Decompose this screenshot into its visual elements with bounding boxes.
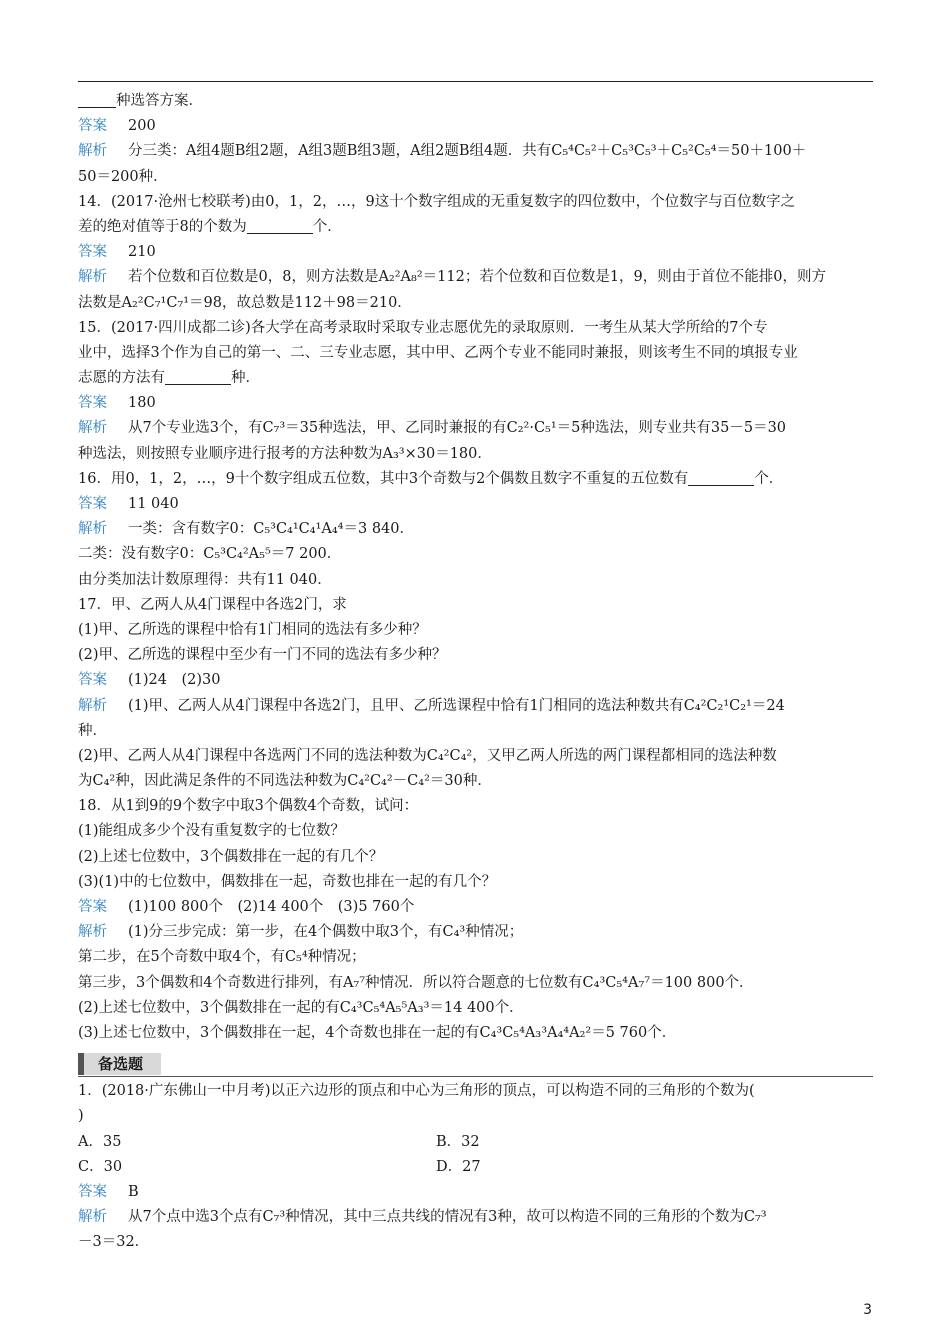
line-text-suffix: 个． bbox=[312, 218, 342, 235]
line-text: 业中，选择3个作为自己的第一、二、三专业志愿，其中甲、乙两个专业不能同时兼报，则该考生不同的填报专业 bbox=[78, 344, 798, 361]
line-text: 由分类加法计数原理得：共有11 040． bbox=[78, 571, 332, 588]
line-text: 志愿的方法有 bbox=[78, 370, 165, 387]
document-body bbox=[78, 89, 873, 1255]
text-line bbox=[78, 744, 873, 769]
line-text: 1．(2018·广东佛山一中月考)以正六边形的顶点和中心为三角形的顶点，可以构造不同的三角形的个数为( bbox=[78, 1083, 755, 1100]
line-text: 从7个点中选3个点有C₇³种情况，其中三点共线的情况有3种，故可以构造不同的三角形的个数为C₇³ bbox=[128, 1209, 767, 1226]
text-line bbox=[78, 1079, 873, 1104]
answer-label: 解析 bbox=[78, 1209, 107, 1226]
text-line bbox=[78, 971, 873, 996]
answer-label: 答案 bbox=[78, 672, 107, 689]
text-line bbox=[78, 769, 873, 794]
text-line bbox=[78, 1021, 873, 1046]
answer-label: 解析 bbox=[78, 924, 107, 941]
section-title: 备选题 bbox=[78, 1053, 161, 1075]
text-line bbox=[78, 568, 873, 593]
line-text: 200 bbox=[128, 118, 156, 135]
line-text: 二类：没有数字0：C₅³C₄²A₅⁵＝7 200． bbox=[78, 546, 342, 563]
text-line bbox=[78, 870, 873, 895]
text-line bbox=[78, 618, 873, 643]
line-text: (1)24 (2)30 bbox=[128, 672, 221, 689]
text-line bbox=[78, 165, 873, 190]
answer-blank bbox=[247, 217, 313, 234]
line-text: 种选法，则按照专业顺序进行报考的方法种数为A₃³×30＝180． bbox=[78, 445, 492, 462]
answer-line bbox=[78, 668, 873, 693]
answer-line bbox=[78, 1180, 873, 1205]
line-text: 180 bbox=[128, 395, 156, 412]
line-text: (2)上述七位数中，3个偶数排在一起的有C₄³C₅⁴A₅⁵A₃³＝14 400个． bbox=[78, 999, 524, 1016]
line-text: －3＝32． bbox=[78, 1234, 150, 1251]
line-text: 第二步，在5个奇数中取4个，有C₅⁴种情况； bbox=[78, 949, 366, 966]
answer-label: 答案 bbox=[78, 244, 107, 261]
line-text: (1)能组成多少个没有重复数字的七位数？ bbox=[78, 823, 346, 840]
choice-option: A．35 bbox=[78, 1133, 122, 1150]
answer-line bbox=[78, 114, 873, 139]
line-text: 210 bbox=[128, 244, 156, 261]
line-text: 分三类：A组4题B组2题，A组3题B组3题，A组2题B组4题．共有C₅⁴C₅²＋C₅³C₅³＋C₅²C₅⁴＝50＋100＋ bbox=[128, 143, 807, 160]
answer-line bbox=[78, 920, 873, 945]
line-text: 法数是A₂²C₇¹C₇¹＝98，故总数是112＋98＝210． bbox=[78, 294, 412, 311]
text-line bbox=[78, 719, 873, 744]
answer-label: 答案 bbox=[78, 395, 107, 412]
text-line bbox=[78, 341, 873, 366]
answer-label: 解析 bbox=[78, 521, 107, 538]
line-text: B bbox=[128, 1183, 139, 1200]
line-text: (2)上述七位数中，3个偶数排在一起的有几个？ bbox=[78, 848, 384, 865]
line-text: 种选答方案． bbox=[116, 93, 203, 109]
answer-line bbox=[78, 139, 873, 164]
text-line bbox=[78, 442, 873, 467]
answer-label: 解析 bbox=[78, 143, 107, 160]
choice-option: D．27 bbox=[436, 1158, 481, 1175]
answer-line bbox=[78, 1205, 873, 1230]
answer-line bbox=[78, 492, 873, 517]
page-number: 3 bbox=[863, 1302, 872, 1318]
text-line bbox=[78, 316, 873, 341]
text-line bbox=[78, 215, 873, 240]
answer-line bbox=[78, 694, 873, 719]
answer-line bbox=[78, 265, 873, 290]
text-line bbox=[78, 1104, 873, 1129]
line-text: 15．(2017·四川成都二诊)各大学在高考录取时采取专业志愿优先的录取原则．一考生从某大学所给的7个专 bbox=[78, 319, 768, 336]
answer-line bbox=[78, 895, 873, 920]
line-text: (2)甲、乙两人从4门课程中各选两门不同的选法种数为C₄²C₄²，又甲乙两人所选的两门课程都相同的选法种数 bbox=[78, 747, 777, 764]
answer-line bbox=[78, 517, 873, 542]
line-text: ) bbox=[78, 1108, 84, 1125]
choice-option: B．32 bbox=[436, 1133, 480, 1150]
answer-label: 解析 bbox=[78, 697, 107, 714]
text-line bbox=[78, 945, 873, 970]
line-text: 种． bbox=[78, 722, 107, 739]
text-line bbox=[78, 1230, 873, 1255]
text-line bbox=[78, 542, 873, 567]
answer-blank bbox=[688, 469, 754, 486]
text-line bbox=[78, 643, 873, 668]
line-text: 从7个专业选3个，有C₇³＝35种选法，甲、乙同时兼报的有C₂²·C₅¹＝5种选法，则专业共有35－5＝30 bbox=[128, 420, 787, 437]
answer-label: 答案 bbox=[78, 496, 107, 512]
answer-blank bbox=[78, 91, 116, 108]
answer-line bbox=[78, 416, 873, 441]
line-text: 17．甲、乙两人从4门课程中各选2门，求 bbox=[78, 596, 347, 613]
text-line bbox=[78, 996, 873, 1021]
line-text: (2)甲、乙所选的课程中至少有一门不同的选法有多少种？ bbox=[78, 647, 447, 664]
line-text: 11 040 bbox=[128, 496, 179, 512]
line-text: (3)(1)中的七位数中，偶数排在一起，奇数也排在一起的有几个？ bbox=[78, 873, 497, 890]
line-text: 若个位数和百位数是0，8，则方法数是A₂²A₈²＝112；若个位数和百位数是1，9，则由于首位不能排0，则方 bbox=[128, 269, 826, 286]
text-line bbox=[78, 794, 873, 819]
answer-label: 答案 bbox=[78, 118, 107, 135]
text-line bbox=[78, 291, 873, 316]
line-text: (1)分三步完成：第一步，在4个偶数中取3个，有C₄³种情况； bbox=[128, 924, 524, 941]
choice-option: C．30 bbox=[78, 1158, 123, 1175]
text-line bbox=[78, 190, 873, 215]
answer-label: 解析 bbox=[78, 420, 107, 437]
line-text: 差的绝对值等于8的个数为 bbox=[78, 218, 247, 235]
line-text: 18．从1到9的9个数字中取3个偶数4个奇数，试问： bbox=[78, 798, 419, 815]
choice-row bbox=[78, 1130, 873, 1155]
line-text-suffix: 种． bbox=[231, 370, 260, 387]
section-header bbox=[78, 1049, 873, 1079]
text-line bbox=[78, 366, 873, 391]
line-text: 为C₄²种，因此满足条件的不同选法种数为C₄²C₄²－C₄²＝30种． bbox=[78, 773, 492, 790]
text-line bbox=[78, 819, 873, 844]
line-text: 16．用0，1，2，…，9十个数字组成五位数，其中3个奇数与2个偶数且数字不重复的五位数有 bbox=[78, 470, 689, 487]
line-text-suffix: 个． bbox=[754, 470, 784, 487]
line-text: (1)100 800个 (2)14 400个 (3)5 760个 bbox=[128, 899, 415, 915]
text-line bbox=[78, 593, 873, 618]
answer-label: 答案 bbox=[78, 1183, 107, 1200]
answer-line bbox=[78, 240, 873, 265]
answer-label: 解析 bbox=[78, 269, 107, 286]
line-text: (1)甲、乙所选的课程中恰有1门相同的选法有多少种？ bbox=[78, 621, 427, 638]
answer-line bbox=[78, 391, 873, 416]
line-text: (3)上述七位数中，3个偶数排在一起，4个奇数也排在一起的有C₄³C₅⁴A₃³A₄⁴A₂²＝5 760个． bbox=[78, 1024, 677, 1041]
line-text: 一类：含有数字0：C₅³C₄¹C₄¹A₄⁴＝3 840． bbox=[128, 521, 414, 538]
header-rule bbox=[78, 81, 873, 82]
line-text: 50＝200种． bbox=[78, 168, 168, 185]
line-text: (1)甲、乙两人从4门课程中各选2门，且甲、乙所选课程中恰有1门相同的选法种数共有C₄²C₂¹C₂¹＝24 bbox=[128, 697, 785, 714]
answer-label: 答案 bbox=[78, 899, 107, 915]
answer-blank bbox=[165, 368, 231, 385]
line-text: 14．(2017·沧州七校联考)由0，1，2，…，9这十个数字组成的无重复数字的四位数中，个位数字与百位数字之 bbox=[78, 193, 796, 210]
line-text: 第三步，3个偶数和4个奇数进行排列，有A₇⁷种情况．所以符合题意的七位数有C₄³C₅⁴A₇⁷＝100 800个． bbox=[78, 974, 754, 991]
text-line bbox=[78, 89, 873, 114]
choice-row bbox=[78, 1155, 873, 1180]
text-line bbox=[78, 845, 873, 870]
text-line bbox=[78, 467, 873, 492]
